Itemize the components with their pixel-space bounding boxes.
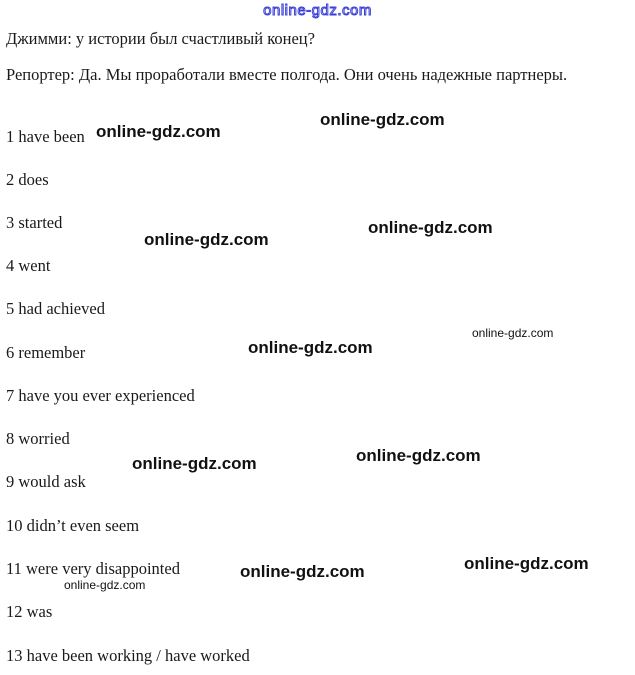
watermark: online-gdz.com (248, 338, 373, 357)
watermark: online-gdz.com (96, 122, 221, 141)
watermark: online-gdz.com (356, 446, 481, 465)
answer-item: 6 remember (6, 343, 86, 362)
watermark: online-gdz.com (320, 110, 445, 129)
answer-item: 4 went (6, 256, 51, 275)
dialogue-reporter: Репортер: Да. Мы проработали вместе полгода. Они очень надежные партнеры. (6, 65, 568, 84)
answer-item: 2 does (6, 170, 49, 189)
watermark: online-gdz.com (464, 554, 589, 573)
answer-item: 7 have you ever experienced (6, 386, 195, 405)
answer-item: 10 didn’t even seem (6, 516, 140, 535)
answer-item: 8 worried (6, 429, 70, 448)
watermark: online-gdz.com (472, 326, 554, 340)
answer-item: 1 have been (6, 127, 85, 146)
answer-item: 3 started (6, 213, 63, 232)
watermark: online-gdz.com (368, 218, 493, 237)
watermark: online-gdz.com (240, 562, 365, 581)
answer-item: 5 had achieved (6, 299, 105, 318)
answer-item: 13 have been working / have worked (6, 646, 250, 665)
watermark: online-gdz.com (144, 230, 269, 249)
answer-item: 11 were very disappointed (6, 559, 180, 578)
answer-item: 12 was (6, 602, 53, 621)
dialogue-jimmy: Джимми: у истории был счастливый конец? (6, 29, 315, 48)
answer-item: 9 would ask (6, 472, 86, 491)
header-watermark: online-gdz.com (263, 2, 372, 19)
watermark: online-gdz.com (64, 578, 146, 592)
watermark: online-gdz.com (132, 454, 257, 473)
